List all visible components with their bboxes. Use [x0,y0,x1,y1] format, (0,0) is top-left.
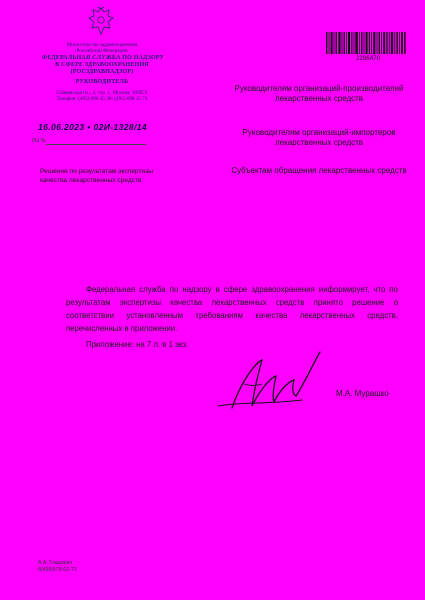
barcode-icon [326,32,406,54]
letterhead-agency-abbr: (РОСЗДРАВНАДЗОР) [70,69,134,75]
letterhead-agency-2: В СФЕРЕ ЗДРАВООХРАНЕНИЯ [55,62,149,68]
executor-phone: 8(499)578-02-72 [38,567,77,573]
barcode-number: 2296470 [355,55,381,62]
registration-number: 16.06.2023 • 02И-1328/14 [38,122,147,132]
signer-name: М.А. Мурашко [336,389,389,398]
addressee-manufacturers: Руководителям организаций-производителей лекарственных средств [234,84,404,103]
executor-name: А.А. Гладарин [38,560,73,566]
attachment-note: Приложение: на 7 л. в 1 экз. [86,340,189,349]
letterhead-agency: ФЕДЕРАЛЬНАЯ СЛУЖБА ПО НАДЗОРУ [42,55,165,61]
letterhead-phone: Телефон: (495) 698 45 38; (495) 698 15 74 [56,96,148,102]
body-text: Федеральная служба по надзору в сфере здравоохранения информирует, что по результатам экспертизы качества лекарственных средств принято решение о соответствии установленным требованиям качества лекарственных средств, перечисленных в приложении. [66,285,398,333]
letterhead-ministry: Министерство здравоохранения [66,42,138,48]
reference-label: На № [32,138,47,144]
document-subject: Решение по результатам экспертизы качества лекарственных средств [40,168,153,184]
executor-info [38,560,77,574]
addressee-importers: Руководителям организаций-импортеров лекарственных средств [242,128,396,147]
handwritten-signature [210,344,330,424]
coat-of-arms-icon [88,6,114,38]
addressee-subjects: Субъектам обращения лекарственных средств [231,166,407,175]
reference-line [46,144,146,145]
letterhead-country: Российской Федерации [76,48,128,54]
letterhead-address: Славянская пл., 4, стр. 1, Москва, 109074 [56,90,148,96]
letterhead-position: РУКОВОДИТЕЛЬ [75,79,129,85]
letterhead [42,42,165,102]
